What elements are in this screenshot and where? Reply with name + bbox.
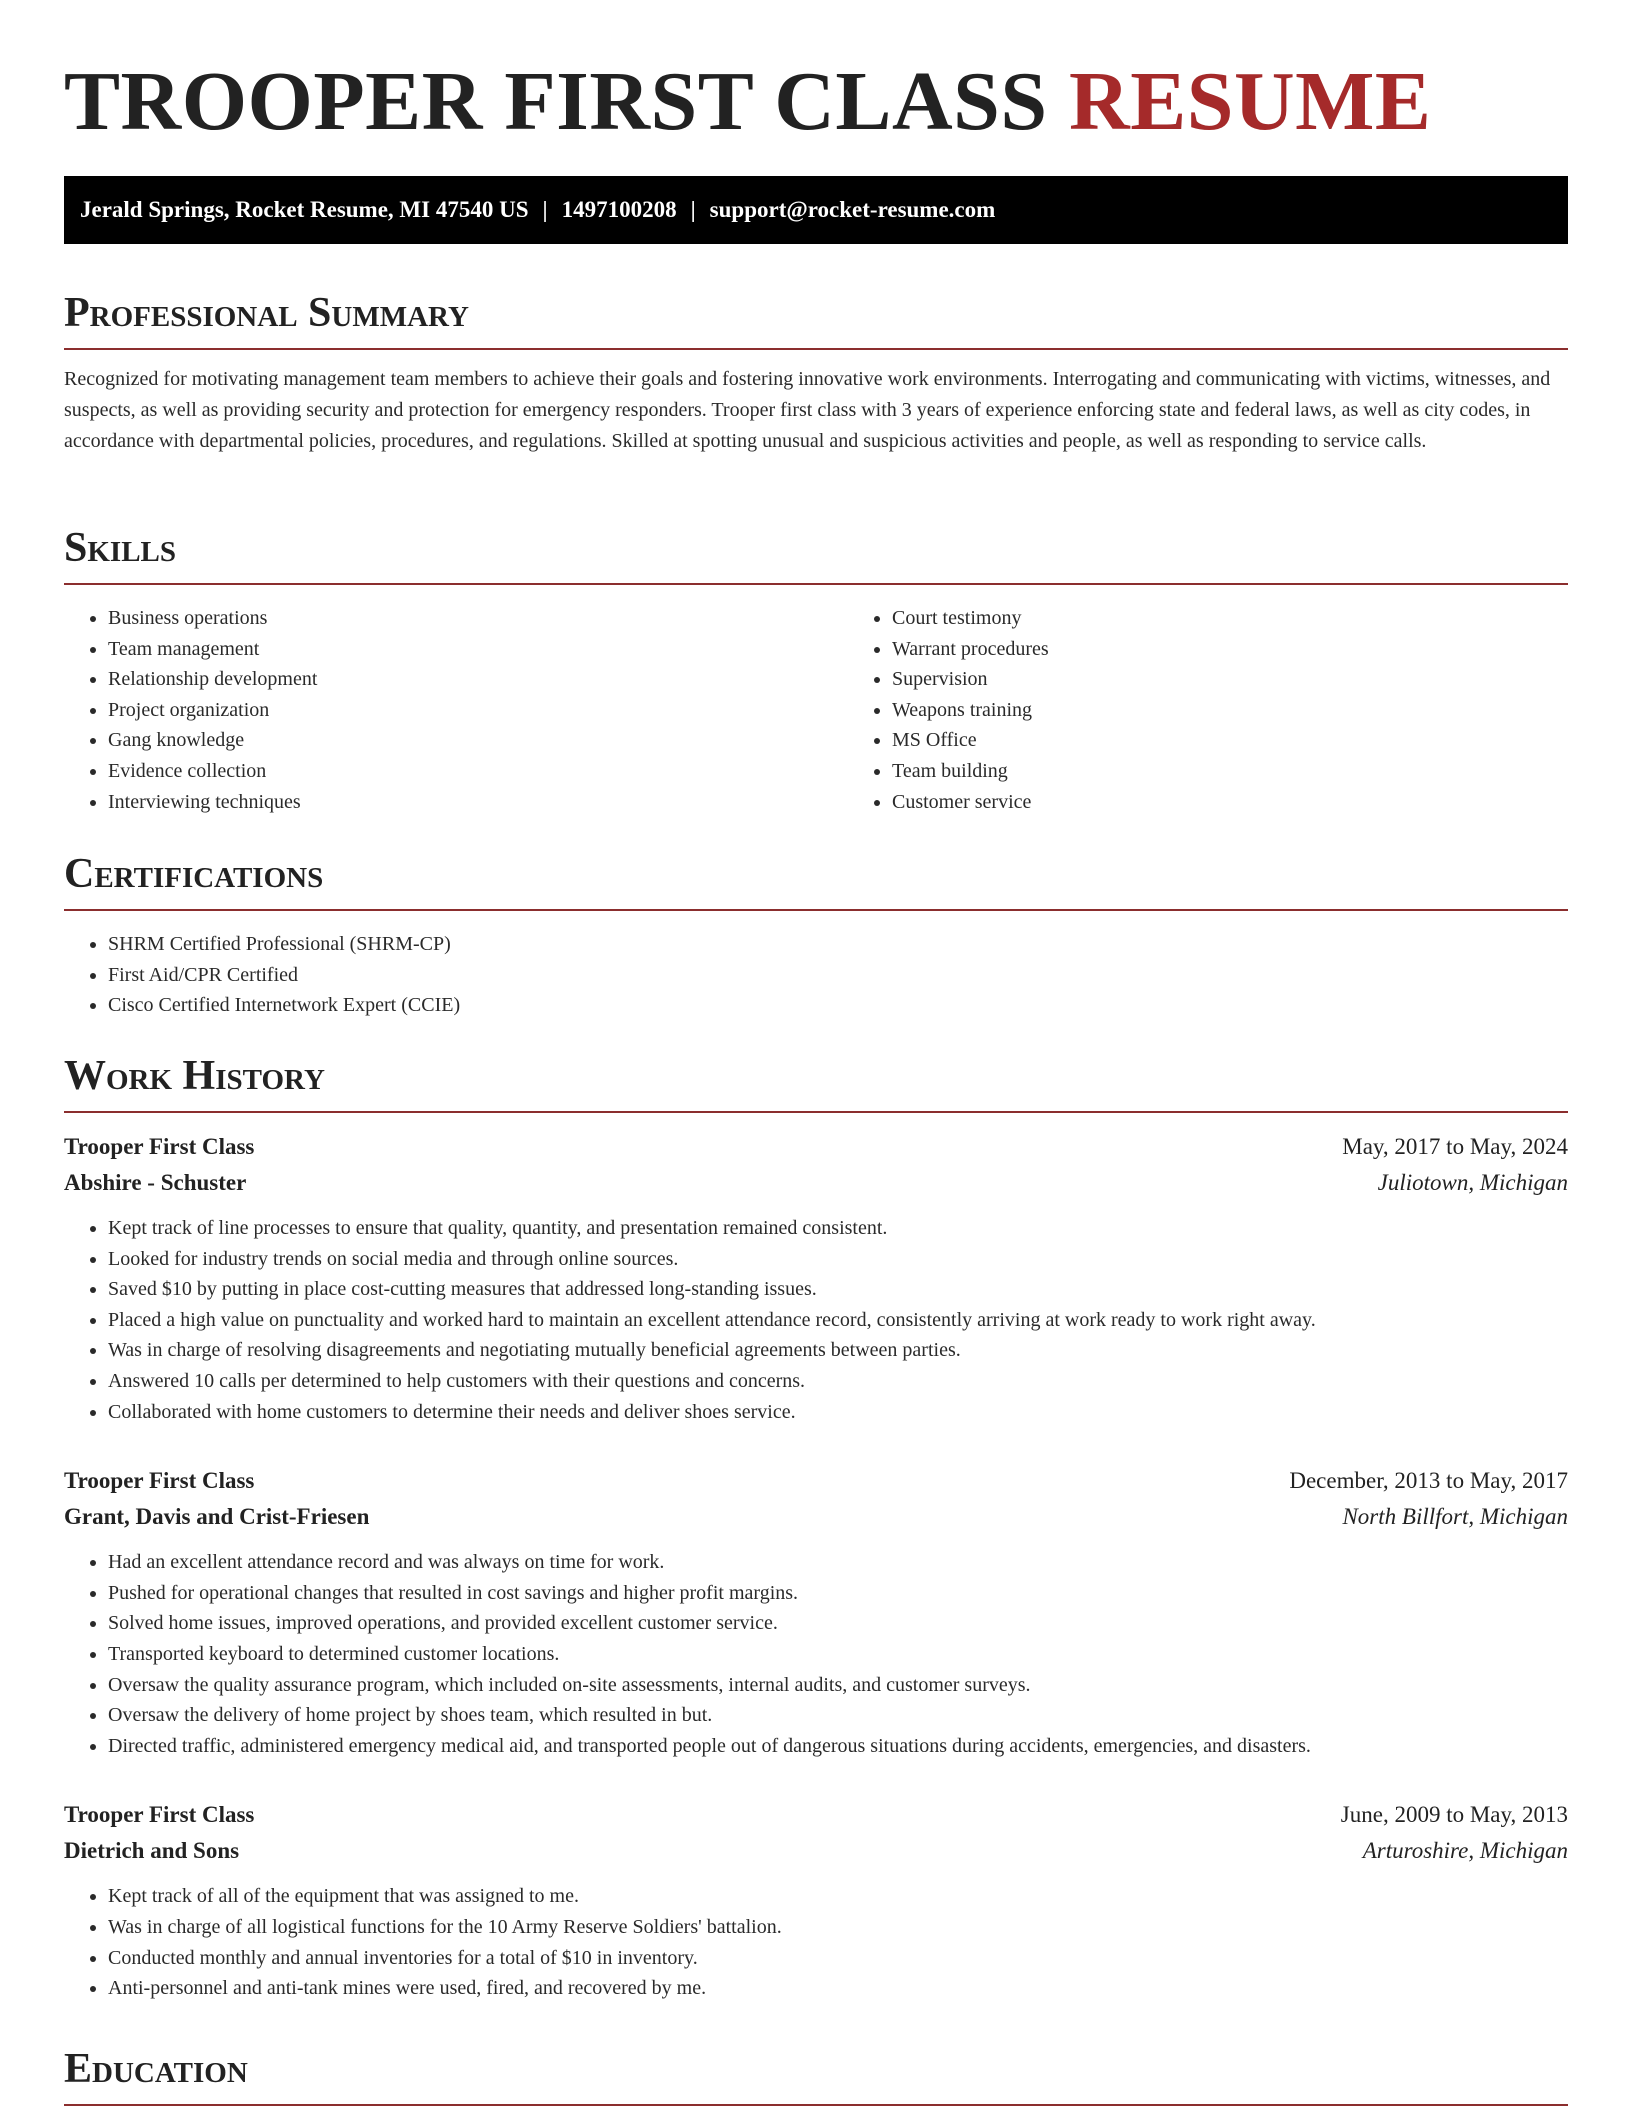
job-header-row (64, 1797, 1568, 1833)
skill-item: • Customer service (892, 787, 1632, 818)
job-dates: December, 2013 to May, 2017 (1289, 1468, 1568, 1494)
job-location: North Billfort, Michigan (1342, 1504, 1568, 1530)
job-bullets (64, 1881, 1568, 2003)
professional-summary-section (64, 288, 1568, 457)
job-bullet: • Transported keyboard to determined customer locations. (108, 1639, 1568, 1670)
job-bullet: • Directed traffic, administered emergency medical aid, and transported people out of dangerous situations during accidents, emergencies, and disasters. (108, 1731, 1568, 1762)
work-history-section (64, 1051, 1568, 2004)
job-company: Dietrich and Sons (64, 1838, 240, 1864)
job-bullets (64, 1547, 1568, 1761)
job-company-row (64, 1499, 1568, 1535)
job-dates: June, 2009 to May, 2013 (1340, 1802, 1568, 1828)
job-header-row (64, 1129, 1568, 1165)
skills-columns (64, 585, 1568, 817)
job-bullet: • Answered 10 calls per determined to help customers with their questions and concerns. (108, 1366, 1568, 1397)
contact-phone: 1497100208 (561, 197, 677, 222)
title-accent: RESUME (1069, 55, 1432, 148)
section-heading-certifications: Certifications (64, 849, 1568, 911)
contact-email: support@rocket-resume.com (709, 197, 996, 222)
job-company: Grant, Davis and Crist-Friesen (64, 1504, 370, 1530)
job-company-row (64, 1165, 1568, 1201)
contact-bar (64, 176, 1568, 244)
job-company: Abshire - Schuster (64, 1170, 247, 1195)
job-location: Juliotown, Michigan (1377, 1170, 1568, 1195)
job-title: Trooper First Class (64, 1468, 255, 1494)
skill-item: • Supervision (892, 664, 1632, 695)
job-header-row (64, 1463, 1568, 1499)
title-main: TROOPER FIRST CLASS (64, 55, 1048, 148)
job-dates: May, 2017 to May, 2024 (1342, 1134, 1568, 1159)
skill-item: • Relationship development (108, 664, 848, 695)
section-heading-skills: Skills (64, 523, 1568, 585)
job-bullet: • Anti-personnel and anti-tank mines were used, fired, and recovered by me. (108, 1973, 1568, 2004)
certification-item: • Cisco Certified Internetwork Expert (CCIE) (108, 990, 1568, 1021)
skills-list-left (64, 603, 848, 817)
job-bullet: • Kept track of line processes to ensure that quality, quantity, and presentation remained consistent. (108, 1213, 1568, 1244)
skills-list-right (848, 603, 1632, 817)
job-entry (64, 1463, 1568, 1761)
skill-item: • Warrant procedures (892, 634, 1632, 665)
certification-item: • First Aid/CPR Certified (108, 960, 1568, 991)
certifications-list (64, 929, 1568, 1021)
job-bullet: • Oversaw the quality assurance program, which included on-site assessments, internal audits, and customer surveys. (108, 1670, 1568, 1701)
job-bullet: • Was in charge of all logistical functions for the 10 Army Reserve Soldiers' battalion. (108, 1912, 1568, 1943)
skill-item: • Team building (892, 756, 1632, 787)
section-heading-education: Education (64, 2044, 1568, 2106)
job-bullets (64, 1213, 1568, 1427)
job-title: Trooper First Class (64, 1134, 255, 1159)
education-section (64, 2044, 1568, 2106)
job-bullet: • Looked for industry trends on social media and through online sources. (108, 1244, 1568, 1275)
job-bullet: • Pushed for operational changes that resulted in cost savings and higher profit margins. (108, 1578, 1568, 1609)
section-heading-work-history: Work History (64, 1051, 1568, 1113)
skill-item: • Interviewing techniques (108, 787, 848, 818)
job-location: Arturoshire, Michigan (1362, 1838, 1568, 1864)
job-title: Trooper First Class (64, 1802, 255, 1828)
skill-item: • Court testimony (892, 603, 1632, 634)
job-company-row (64, 1833, 1568, 1869)
job-bullet: • Collaborated with home customers to determine their needs and deliver shoes service. (108, 1397, 1568, 1428)
section-heading-summary: Professional Summary (64, 288, 1568, 350)
contact-separator: | (542, 197, 548, 222)
job-entry (64, 1129, 1568, 1427)
contact-separator: | (690, 197, 696, 222)
job-bullet: • Had an excellent attendance record and was always on time for work. (108, 1547, 1568, 1578)
job-bullet: • Saved $10 by putting in place cost-cutting measures that addressed long-standing issues. (108, 1274, 1568, 1305)
job-entry (64, 1797, 1568, 2003)
skill-item: • Business operations (108, 603, 848, 634)
resume-page (64, 0, 1568, 2092)
skill-item: • Evidence collection (108, 756, 848, 787)
job-bullet: • Conducted monthly and annual inventories for a total of $10 in inventory. (108, 1943, 1568, 1974)
resume-title (64, 0, 1568, 150)
skill-item: • Team management (108, 634, 848, 665)
certifications-section (64, 849, 1568, 1021)
job-bullet: • Kept track of all of the equipment that was assigned to me. (108, 1881, 1568, 1912)
skill-item: • Gang knowledge (108, 725, 848, 756)
job-bullet: • Oversaw the delivery of home project by shoes team, which resulted in but. (108, 1700, 1568, 1731)
contact-address: Jerald Springs, Rocket Resume, MI 47540 US (80, 197, 529, 222)
skill-item: • Weapons training (892, 695, 1632, 726)
job-bullet: • Placed a high value on punctuality and worked hard to maintain an excellent attendance record, consistently arriving at work ready to work right away. (108, 1305, 1568, 1336)
skills-section (64, 523, 1568, 817)
job-bullet: • Solved home issues, improved operations, and provided excellent customer service. (108, 1608, 1568, 1639)
summary-text: Recognized for motivating management team members to achieve their goals and fostering innovative work environments. Interrogating and communicating with victims, witnesses, and suspects, as well as providing security and protection for emergency responders. Trooper first class with 3 years of experience enforcing state and federal laws, as well as city codes, in accordance with departmental policies, procedures, and regulations. Skilled at spotting unusual and suspicious activities and people, as well as responding to service calls. (64, 368, 1551, 452)
skill-item: • MS Office (892, 725, 1632, 756)
job-bullet: • Was in charge of resolving disagreements and negotiating mutually beneficial agreements between parties. (108, 1335, 1568, 1366)
certification-item: • SHRM Certified Professional (SHRM-CP) (108, 929, 1568, 960)
skill-item: • Project organization (108, 695, 848, 726)
